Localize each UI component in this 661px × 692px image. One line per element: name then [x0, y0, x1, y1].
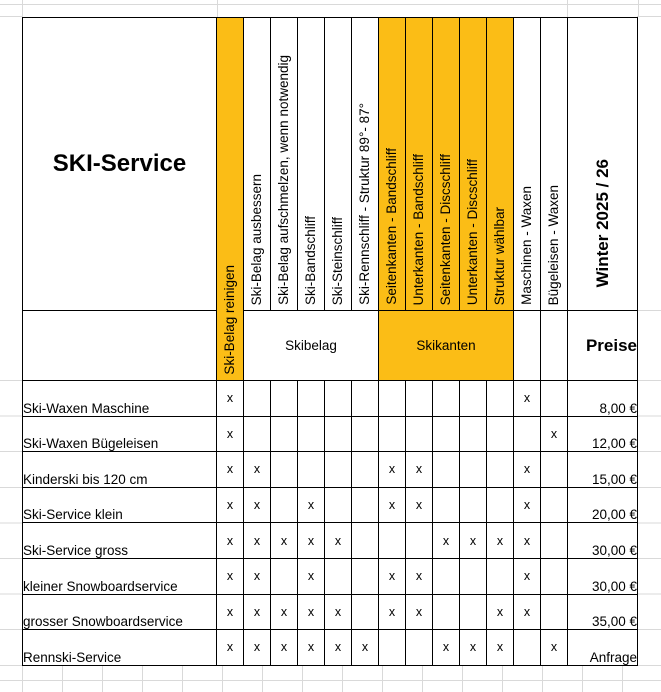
- mark-cell[interactable]: [271, 452, 298, 488]
- mark-cell[interactable]: [271, 381, 298, 417]
- mark-cell[interactable]: [379, 523, 406, 559]
- mark-cell[interactable]: [433, 381, 460, 417]
- mark-cell[interactable]: x: [217, 594, 244, 630]
- row-label[interactable]: Kinderski bis 120 cm: [23, 452, 217, 488]
- mark-cell[interactable]: x: [217, 452, 244, 488]
- column-header-buegeleisen-waxen[interactable]: [541, 18, 568, 311]
- price-cell[interactable]: 30,00 €: [568, 523, 638, 559]
- mark-cell[interactable]: x: [514, 594, 541, 630]
- column-header-ski-belag-ausbessern[interactable]: [244, 18, 271, 311]
- column-header-label: Bügeleisen - Waxen: [546, 184, 562, 305]
- row-label[interactable]: Ski-Service klein: [23, 487, 217, 523]
- row-label[interactable]: grosser Snowboardservice: [23, 594, 217, 630]
- mark-cell[interactable]: x: [406, 487, 433, 523]
- row-label[interactable]: Ski-Service gross: [23, 523, 217, 559]
- mark-cell[interactable]: [325, 558, 352, 594]
- mark-cell[interactable]: [541, 452, 568, 488]
- column-header-struktur-waehlbar[interactable]: [487, 18, 514, 311]
- column-header-label: Unterkanten - Bandschliff: [411, 153, 427, 305]
- mark-cell[interactable]: x: [271, 594, 298, 630]
- mark-cell[interactable]: [325, 381, 352, 417]
- mark-cell[interactable]: [298, 416, 325, 452]
- margin-gridlines-bottom: [22, 665, 661, 692]
- mark-cell[interactable]: x: [460, 630, 487, 666]
- mark-cell[interactable]: [487, 381, 514, 417]
- mark-cell[interactable]: x: [433, 523, 460, 559]
- mark-cell[interactable]: x: [514, 381, 541, 417]
- mark-cell[interactable]: x: [298, 487, 325, 523]
- mark-cell[interactable]: x: [406, 558, 433, 594]
- mark-cell[interactable]: x: [379, 452, 406, 488]
- mark-cell[interactable]: [325, 452, 352, 488]
- column-header-maschinen-waxen[interactable]: [514, 18, 541, 311]
- mark-cell[interactable]: x: [514, 487, 541, 523]
- mark-cell[interactable]: x: [460, 523, 487, 559]
- mark-cell[interactable]: x: [244, 630, 271, 666]
- group-label: Preise: [585, 335, 637, 355]
- row-label[interactable]: Ski-Waxen Bügeleisen: [23, 416, 217, 452]
- margin-gridline: [638, 310, 661, 311]
- mark-cell[interactable]: [460, 416, 487, 452]
- mark-cell[interactable]: [514, 630, 541, 666]
- mark-cell[interactable]: x: [244, 523, 271, 559]
- mark-cell[interactable]: [460, 594, 487, 630]
- empty-cell[interactable]: [23, 311, 217, 381]
- column-header-label: Seitenkanten - Bandschliff: [384, 148, 400, 305]
- column-header-ski-belag-aufschmelzen[interactable]: [271, 18, 298, 311]
- price-cell[interactable]: 8,00 €: [568, 381, 638, 417]
- mark-cell[interactable]: x: [244, 487, 271, 523]
- header-row-groups: [23, 311, 638, 381]
- column-header-label: Ski-Bandschliff: [303, 215, 319, 305]
- mark-cell[interactable]: x: [325, 523, 352, 559]
- column-header-seitenkanten-bandschliff[interactable]: [379, 18, 406, 311]
- margin-gridline: [0, 16, 22, 17]
- margin-gridline: [638, 0, 639, 17]
- mark-cell[interactable]: [433, 594, 460, 630]
- mark-cell[interactable]: [379, 630, 406, 666]
- mark-cell[interactable]: x: [433, 630, 460, 666]
- empty-cell[interactable]: [541, 311, 568, 381]
- price-cell[interactable]: Anfrage: [568, 630, 638, 666]
- mark-cell[interactable]: [406, 523, 433, 559]
- margin-gridline: [637, 16, 661, 17]
- mark-cell[interactable]: [541, 558, 568, 594]
- column-header-label: Ski-Rennschliff - Struktur 89°- 87°: [357, 103, 373, 305]
- group-header-skibelag[interactable]: [244, 311, 379, 381]
- mark-cell[interactable]: x: [379, 594, 406, 630]
- mark-cell[interactable]: x: [298, 523, 325, 559]
- mark-cell[interactable]: [460, 558, 487, 594]
- mark-cell[interactable]: x: [298, 630, 325, 666]
- column-header-label: Ski-Belag aufschmelzen, wenn notwendig: [276, 55, 292, 305]
- margin-gridline: [567, 0, 568, 17]
- column-header-label: Ski-Steinschliff: [330, 216, 346, 305]
- mark-cell[interactable]: [514, 416, 541, 452]
- mark-cell[interactable]: [487, 452, 514, 488]
- column-header-label: Seitenkanten - Discschliff: [438, 153, 454, 305]
- mark-cell[interactable]: [271, 416, 298, 452]
- mark-cell[interactable]: [541, 487, 568, 523]
- group-label: Skibelag: [285, 338, 337, 353]
- mark-cell[interactable]: [352, 452, 379, 488]
- mark-cell[interactable]: x: [271, 630, 298, 666]
- mark-cell[interactable]: [352, 558, 379, 594]
- mark-cell[interactable]: [487, 487, 514, 523]
- mark-cell[interactable]: x: [325, 594, 352, 630]
- empty-cell[interactable]: [514, 311, 541, 381]
- row-label[interactable]: Ski-Waxen Maschine: [23, 381, 217, 417]
- mark-cell[interactable]: x: [352, 630, 379, 666]
- season-label: Winter 2025 / 26: [593, 158, 612, 287]
- column-header-unterkanten-discschliff[interactable]: [460, 18, 487, 311]
- column-header-ski-steinschliff[interactable]: [325, 18, 352, 311]
- table-row: [23, 523, 638, 559]
- mark-cell[interactable]: [298, 452, 325, 488]
- table-row: [23, 416, 638, 452]
- mark-cell[interactable]: [379, 381, 406, 417]
- margin-gridline: [0, 4, 661, 5]
- mark-cell[interactable]: x: [325, 630, 352, 666]
- price-cell[interactable]: 12,00 €: [568, 416, 638, 452]
- column-header-unterkanten-bandschliff[interactable]: [406, 18, 433, 311]
- mark-cell[interactable]: x: [298, 594, 325, 630]
- column-header-label: Struktur wählbar: [492, 206, 508, 305]
- ski-service-price-table: [22, 17, 638, 666]
- price-cell[interactable]: 20,00 €: [568, 487, 638, 523]
- column-header-ski-bandschliff[interactable]: [298, 18, 325, 311]
- mark-cell[interactable]: [406, 381, 433, 417]
- mark-cell[interactable]: [541, 523, 568, 559]
- group-header-skikanten[interactable]: [379, 311, 514, 381]
- mark-cell[interactable]: x: [217, 381, 244, 417]
- mark-cell[interactable]: x: [271, 523, 298, 559]
- table-row: [23, 594, 638, 630]
- table-row: [23, 452, 638, 488]
- mark-cell[interactable]: x: [298, 558, 325, 594]
- mark-cell[interactable]: x: [217, 630, 244, 666]
- mark-cell[interactable]: [325, 416, 352, 452]
- mark-cell[interactable]: [460, 452, 487, 488]
- column-header-label: Unterkanten - Discschliff: [465, 158, 481, 305]
- mark-cell[interactable]: [406, 630, 433, 666]
- mark-cell[interactable]: [406, 416, 433, 452]
- mark-cell[interactable]: [433, 487, 460, 523]
- header-row-services: [23, 18, 638, 311]
- margin-gridlines-left: [0, 380, 22, 666]
- mark-cell[interactable]: x: [541, 416, 568, 452]
- mark-cell[interactable]: [271, 487, 298, 523]
- mark-cell[interactable]: [352, 381, 379, 417]
- group-header-preise[interactable]: [568, 311, 638, 381]
- column-header-ski-belag-reinigen[interactable]: [217, 18, 244, 381]
- mark-cell[interactable]: x: [514, 558, 541, 594]
- mark-cell[interactable]: [352, 416, 379, 452]
- mark-cell[interactable]: [379, 416, 406, 452]
- mark-cell[interactable]: x: [487, 630, 514, 666]
- price-cell[interactable]: 15,00 €: [568, 452, 638, 488]
- mark-cell[interactable]: x: [244, 558, 271, 594]
- table-row: [23, 381, 638, 417]
- mark-cell[interactable]: x: [514, 452, 541, 488]
- mark-cell[interactable]: [433, 416, 460, 452]
- mark-cell[interactable]: [433, 452, 460, 488]
- mark-cell[interactable]: x: [244, 452, 271, 488]
- column-header-seitenkanten-discschliff[interactable]: [433, 18, 460, 311]
- mark-cell[interactable]: x: [514, 523, 541, 559]
- mark-cell[interactable]: [541, 594, 568, 630]
- mark-cell[interactable]: x: [379, 558, 406, 594]
- mark-cell[interactable]: [325, 487, 352, 523]
- mark-cell[interactable]: [487, 416, 514, 452]
- table-row: [23, 630, 638, 666]
- mark-cell[interactable]: [433, 558, 460, 594]
- mark-cell[interactable]: x: [487, 594, 514, 630]
- table-title-cell[interactable]: [23, 18, 217, 311]
- mark-cell[interactable]: [487, 558, 514, 594]
- column-header-label: Maschinen - Waxen: [519, 186, 535, 305]
- mark-cell[interactable]: [271, 558, 298, 594]
- mark-cell[interactable]: x: [541, 630, 568, 666]
- table-row: [23, 487, 638, 523]
- mark-cell[interactable]: x: [244, 594, 271, 630]
- mark-cell[interactable]: [244, 416, 271, 452]
- mark-cell[interactable]: x: [217, 523, 244, 559]
- mark-cell[interactable]: x: [217, 416, 244, 452]
- mark-cell[interactable]: [352, 523, 379, 559]
- mark-cell[interactable]: x: [379, 487, 406, 523]
- mark-cell[interactable]: [352, 487, 379, 523]
- column-header-ski-rennschliff[interactable]: [352, 18, 379, 311]
- price-cell[interactable]: 35,00 €: [568, 594, 638, 630]
- mark-cell[interactable]: [298, 381, 325, 417]
- page-title: SKI-Service: [52, 150, 187, 177]
- margin-gridlines-right: [638, 380, 661, 666]
- mark-cell[interactable]: [460, 487, 487, 523]
- margin-gridline: [22, 0, 23, 17]
- mark-cell[interactable]: x: [406, 594, 433, 630]
- mark-cell[interactable]: x: [487, 523, 514, 559]
- mark-cell[interactable]: [352, 594, 379, 630]
- column-header-label: Ski-Belag ausbessern: [249, 173, 265, 305]
- table-row: [23, 558, 638, 594]
- mark-cell[interactable]: [541, 381, 568, 417]
- row-label[interactable]: kleiner Snowboardservice: [23, 558, 217, 594]
- mark-cell[interactable]: x: [217, 487, 244, 523]
- mark-cell[interactable]: x: [217, 558, 244, 594]
- row-label[interactable]: Rennski-Service: [23, 630, 217, 666]
- mark-cell[interactable]: [460, 381, 487, 417]
- season-header-cell[interactable]: [568, 18, 638, 311]
- price-cell[interactable]: 30,00 €: [568, 558, 638, 594]
- mark-cell[interactable]: x: [406, 452, 433, 488]
- margin-gridline: [217, 0, 218, 17]
- column-header-label: Ski-Belag reinigen: [222, 265, 238, 375]
- mark-cell[interactable]: [244, 381, 271, 417]
- group-label: Skikanten: [416, 338, 476, 353]
